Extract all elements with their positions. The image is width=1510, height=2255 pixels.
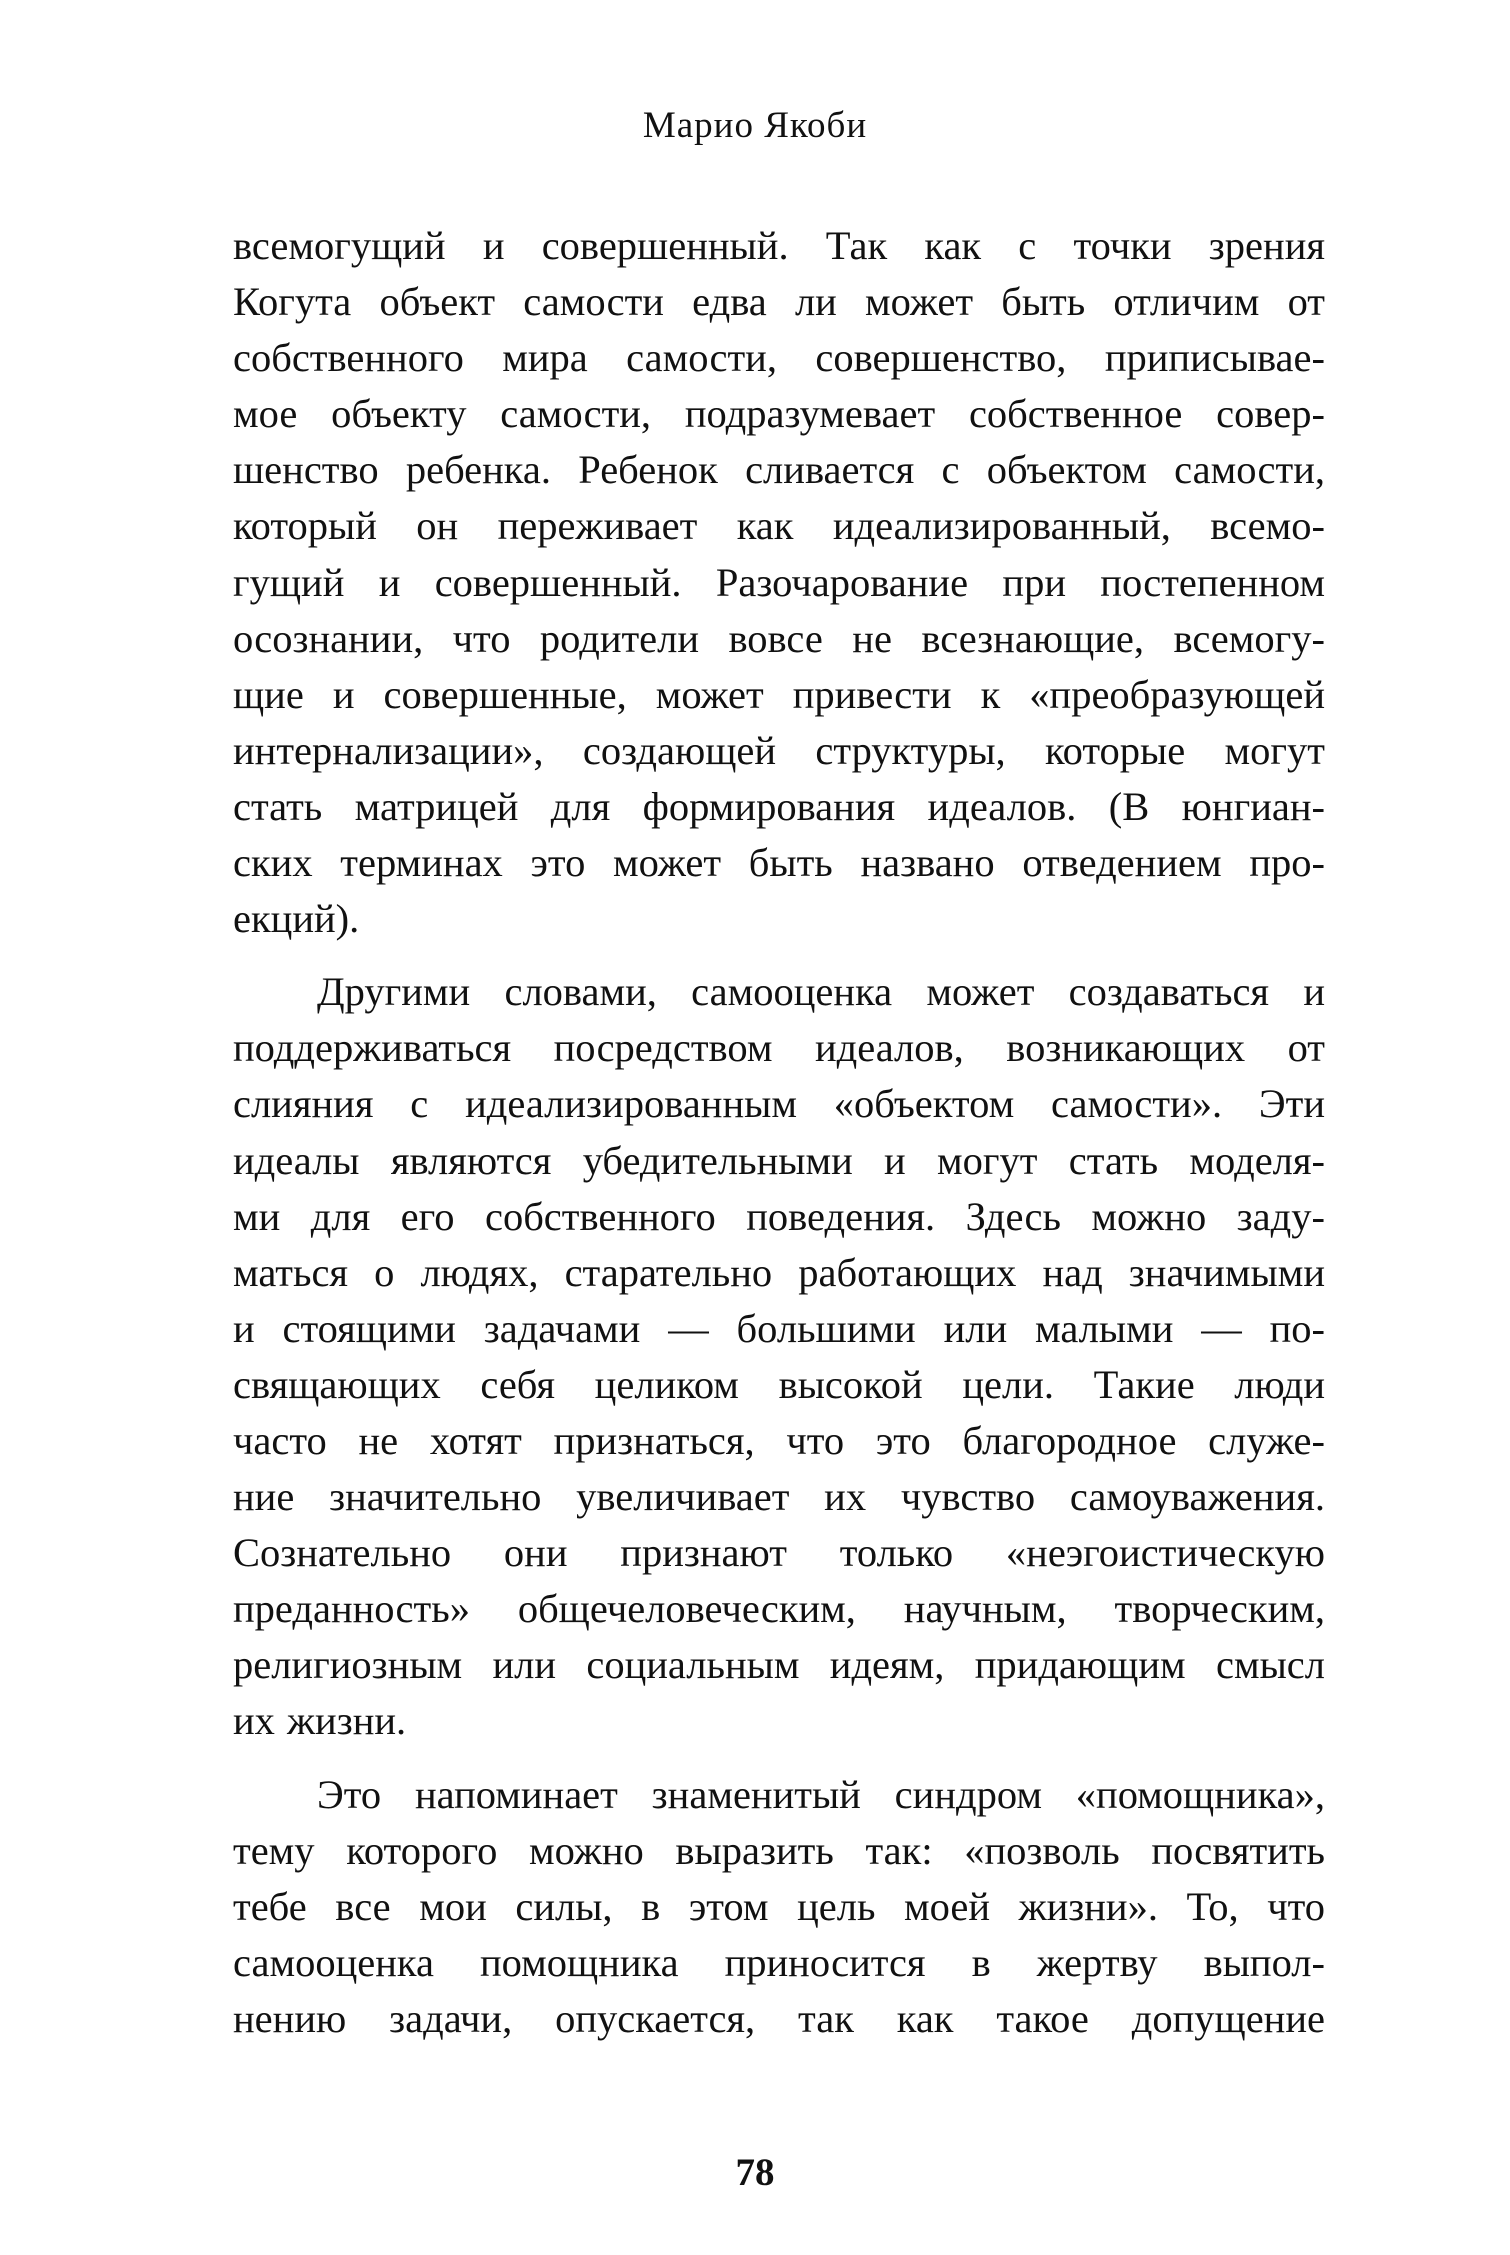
text-line: гущий и совершенный. Разочарование при постепенном [233,559,1325,605]
text-line: собственного мира самости, совершенство, приписывае- [233,335,1325,381]
text-line: религиозным или социальным идеям, придающим смысл [233,1642,1325,1688]
text-line: слияния с идеализированным «объектом самости». Эти [233,1081,1325,1127]
text-line: Сознательно они признают только «неэгоистическую [233,1530,1325,1576]
paragraph-1 [233,218,1325,947]
text-line: щие и совершенные, может привести к «преобразующей [233,671,1325,717]
text-line: Когута объект самости едва ли может быть отличим от [233,279,1325,325]
paragraph-2 [233,964,1325,1749]
paragraph-3 [233,1767,1325,2047]
text-line: и стоящими задачами — большими или малыми — по- [233,1305,1325,1351]
text-line: поддерживаться посредством идеалов, возникающих от [233,1025,1325,1071]
text-line: свящающих себя целиком высокой цели. Такие люди [233,1361,1325,1407]
text-line: тебе все мои силы, в этом цель моей жизни». То, что [233,1883,1325,1929]
body-text [233,218,1325,2047]
text-line: ских терминах это может быть названо отведением про- [233,840,1325,886]
text-line: екций). [233,896,360,942]
paragraph-gap [233,947,1325,964]
page-number: 78 [735,2151,775,2194]
text-line: мое объекту самости, подразумевает собственное совер- [233,391,1325,437]
text-line: маться о людях, старательно работающих над значимыми [233,1249,1325,1295]
text-line: стать матрицей для формирования идеалов. (В юнгиан- [233,783,1325,829]
text-line: часто не хотят признаться, что это благородное служе- [233,1417,1325,1463]
text-line: ми для его собственного поведения. Здесь можно заду- [233,1193,1325,1239]
text-line: идеалы являются убедительными и могут стать моделя- [233,1137,1325,1183]
text-line: тему которого можно выразить так: «позволь посвятить [233,1827,1325,1873]
text-line: их жизни. [233,1698,407,1744]
running-header: Марио Якоби [642,105,868,146]
text-line: ние значительно увеличивает их чувство самоуважения. [233,1474,1325,1520]
text-line: преданность» общечеловеческим, научным, творческим, [233,1586,1325,1632]
text-line: шенство ребенка. Ребенок сливается с объектом самости, [233,447,1325,493]
text-line: Это напоминает знаменитый синдром «помощника», [317,1771,1325,1817]
text-line: который он переживает как идеализированный, всемо- [233,503,1325,549]
paragraph-gap [233,1750,1325,1767]
text-line: интернализации», создающей структуры, которые могут [233,727,1325,773]
text-line: Другими словами, самооценка может создаваться и [317,969,1325,1015]
text-line: нению задачи, опускается, так как такое допущение [233,1995,1325,2041]
text-line: всемогущий и совершенный. Так как с точки зрения [233,223,1325,268]
text-line: самооценка помощника приносится в жертву выпол- [233,1939,1325,1985]
text-line: осознании, что родители вовсе не всезнающие, всемогу- [233,615,1325,661]
